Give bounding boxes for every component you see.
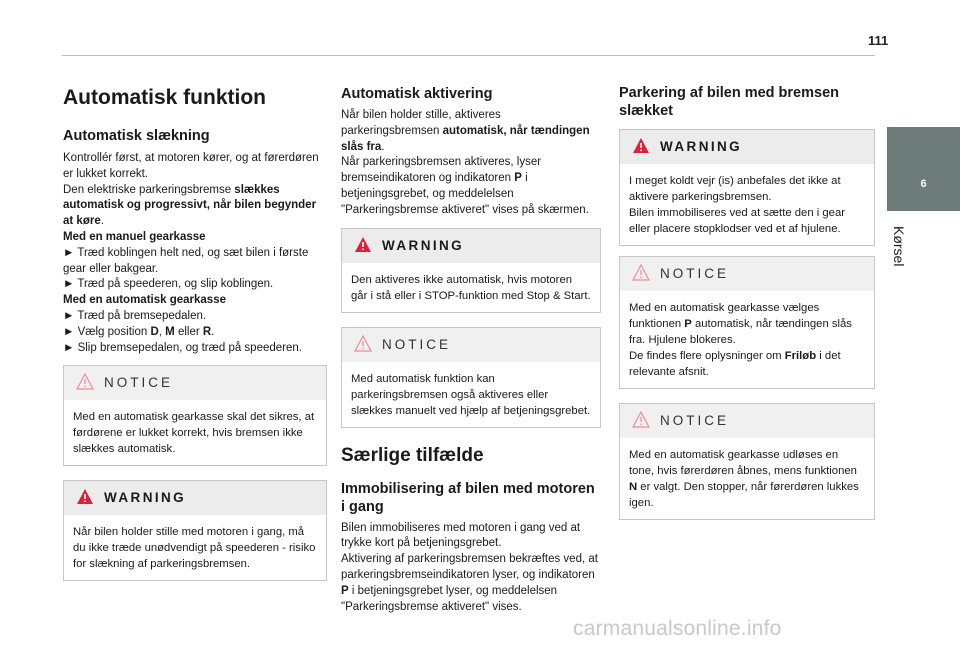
page-title: Automatisk funktion — [63, 86, 266, 109]
notice-icon — [632, 264, 650, 281]
warning-box — [619, 129, 875, 246]
list-item: ► Træd på bremsepedalen. — [63, 309, 207, 322]
notice-icon — [632, 411, 650, 428]
notice-text: Med automatisk funktion kan parkeringsbremsen også aktiveres eller slækkes manuelt ved hjælp af betjeningsgrebet. — [351, 372, 591, 417]
warning-text: Når bilen holder stille med motoren i gang, må du ikke træde unødvendigt på speederen - risiko for slækning af parkeringsbremsen. — [73, 526, 316, 571]
notice-header — [620, 257, 874, 291]
paragraph: Kontrollér først, at motoren kører, og at førerdøren er lukket korrekt. — [63, 152, 319, 180]
chapter-tab[interactable] — [887, 127, 960, 211]
warning-header — [342, 229, 600, 263]
subheading-automatic: Med en automatisk gearkasse — [63, 294, 226, 307]
column-3 — [619, 80, 875, 520]
column-2 — [341, 80, 601, 615]
header-rule — [62, 55, 875, 56]
warning-box — [63, 480, 327, 581]
notice-text: Med en automatisk gearkasse udløses en tone, hvis førerdøren åbnes, mens funktionen N er valgt. Den stopper, når førerdøren lukkes igen. — [629, 449, 859, 509]
warning-label: WARNING — [660, 139, 743, 154]
section-heading-parking-released: Parkering af bilen med bremsen slækket — [619, 85, 839, 119]
section-title-special-cases: Særlige tilfælde — [341, 444, 484, 466]
warning-label: WARNING — [382, 237, 465, 253]
notice-label: NOTICE — [382, 336, 452, 352]
list-item: ► Vælg position D, M eller R. — [63, 325, 215, 338]
warning-text: I meget koldt vejr (is) anbefales det ikke at aktivere parkeringsbremsen. — [629, 175, 841, 203]
warning-label: WARNING — [104, 490, 187, 506]
section-heading-immobilisation: Immobilisering af bilen med motoren i gang — [341, 480, 595, 515]
paragraph: Når bilen holder stille, aktiveres parkeringsbremsen automatisk, når tændingen slås fra. — [341, 109, 590, 153]
notice-label: NOTICE — [660, 413, 730, 428]
notice-box — [341, 327, 601, 428]
warning-header — [620, 130, 874, 164]
paragraph: Bilen immobiliseres med motoren i gang ved at trykke kort på betjeningsgrebet. — [341, 521, 581, 550]
warning-text: Den aktiveres ikke automatisk, hvis motoren går i stå eller i STOP-funktion med Stop & Start. — [351, 273, 591, 302]
warning-box — [341, 228, 601, 313]
warning-header — [64, 481, 326, 515]
paragraph: Aktivering af parkeringsbremsen bekræftes ved, at parkeringsbremseindikatoren lyser, og indikatoren P i betjeningsgrebet lyser, og meddelelsen "Parkeringsbremse aktiveret" vises. — [341, 553, 598, 613]
notice-text: De findes flere oplysninger om Friløb i det relevante afsnit. — [629, 350, 841, 378]
notice-icon — [76, 373, 94, 390]
notice-header — [342, 328, 600, 362]
watermark: carmanualsonline.info — [573, 617, 782, 640]
notice-label: NOTICE — [104, 375, 174, 391]
notice-box — [63, 365, 327, 466]
list-item: ► Slip bremsepedalen, og træd på speederen. — [63, 341, 302, 354]
chapter-tab-number: 6 — [920, 178, 927, 190]
notice-text: Med en automatisk gearkasse vælges funktionen P automatisk, når tændingen slås fra. Hjulene blokeres. — [629, 302, 852, 346]
warning-icon — [354, 236, 372, 253]
subheading-manual: Med en manuel gearkasse — [63, 230, 206, 243]
notice-icon — [354, 335, 372, 352]
notice-text: Med en automatisk gearkasse skal det sikres, at førdørene er lukket korrekt, hvis bremsen ikke slækkes automatisk. — [73, 411, 315, 456]
notice-box — [619, 403, 875, 520]
list-item: ► Træd på speederen, og slip koblingen. — [63, 278, 274, 291]
section-heading-auto-activation: Automatisk aktivering — [341, 86, 493, 102]
notice-header — [620, 404, 874, 438]
warning-text: Bilen immobiliseres ved at sætte den i gear eller placere stopklodser ved et af hjulene. — [629, 207, 845, 235]
notice-header — [64, 366, 326, 400]
page-number: 111 — [868, 33, 889, 48]
column-1 — [63, 80, 327, 581]
notice-label: NOTICE — [660, 266, 730, 281]
warning-icon — [632, 137, 650, 154]
section-heading-auto-release: Automatisk slækning — [63, 128, 210, 144]
warning-icon — [76, 488, 94, 505]
paragraph: Den elektriske parkeringsbremse slækkes automatisk og progressivt, når bilen begynder at køre. — [63, 183, 317, 228]
chapter-label: Kørsel — [891, 226, 907, 267]
notice-box — [619, 256, 875, 389]
list-item: ► Træd koblingen helt ned, og sæt bilen i første gear eller bakgear. — [63, 246, 309, 275]
paragraph: Når parkeringsbremsen aktiveres, lyser bremseindikatoren og indikatoren P i betjeningsgrebet, og meddelelsen "Parkeringsbremse aktiveret" vises på skærmen. — [341, 156, 589, 216]
